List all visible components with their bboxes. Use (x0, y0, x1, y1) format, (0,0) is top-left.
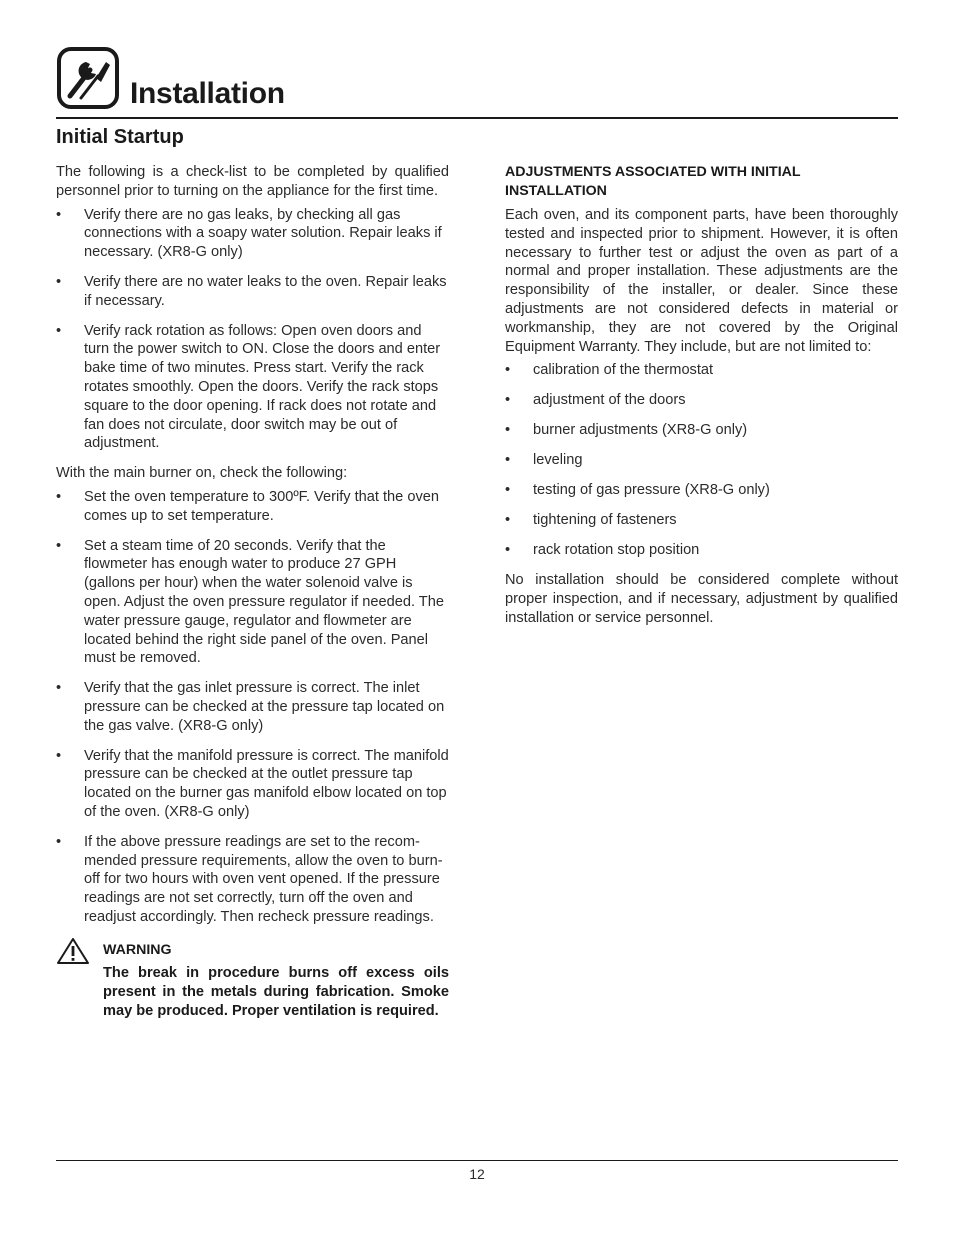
adjustments-heading: ADJUSTMENTS ASSOCIATED WITH INITIAL INSTALLATION (505, 164, 801, 199)
list-item: • tightening of fasteners (505, 511, 898, 530)
adjustments-intro: Each oven, and its component parts, have been thoroughly tested and inspected prior to shipment. However, it is often necessary to further test or adjust the oven as part of a normal and proper installation. These adjustments are the responsibility of the installer, or dealer. Since these adjustments are not considered defects in material or workmanship, they are not covered by the Original Equipment Warranty. They include, but are not limited to: (505, 207, 898, 355)
list-item: • testing of gas pressure (XR8-G only) (505, 481, 898, 500)
footer-divider (56, 1160, 898, 1161)
list-item: • Verify there are no gas leaks, by checking all gas connections with a soapy water solution. Repair leaks if necessary. (XR8-G only) (56, 206, 449, 262)
warning-block (56, 941, 449, 1021)
list-item: • burner adjustments (XR8-G only) (505, 421, 898, 440)
list-item: • adjustment of the doors (505, 391, 898, 410)
page-title: Installation (130, 77, 285, 110)
burner-checklist (56, 488, 449, 927)
right-column (505, 163, 898, 633)
left-column (56, 163, 449, 1021)
closing-paragraph: No installation should be considered complete without proper inspection, and if necessary, adjustment by qualified installation or service personnel. (505, 572, 898, 626)
adjustments-list (505, 361, 898, 560)
list-item: • Set a steam time of 20 seconds. Verify that the flowmeter has enough water to produce 27 GPH (gallons per hour) when the water solenoid valve is open. Adjust the oven pressure regulator if needed. The water pressure gauge, regulator and flowmeter are located behind the right side panel of the oven. Panel must be removed. (56, 537, 449, 669)
list-item: • rack rotation stop position (505, 541, 898, 560)
section-title: Initial Startup (56, 126, 184, 148)
list-item: • calibration of the thermostat (505, 361, 898, 380)
list-item: • leveling (505, 451, 898, 470)
list-item: • If the above pressure readings are set to the recommended pressure requirements, allow the oven to burn-off for two hours with oven vent opened. If the pressure readings are not set correctly, turn off the oven and readjust accordingly. Then recheck pressure readings. (56, 833, 449, 927)
list-item: • Verify there are no water leaks to the oven. Repair leaks if necessary. (56, 273, 449, 311)
intro-paragraph: The following is a check-list to be completed by qualified personnel prior to turning on the appliance for the first time. (56, 164, 449, 199)
list-item: • Verify that the gas inlet pressure is correct. The inlet pressure can be checked at the pressure tap located on the gas valve. (XR8-G only) (56, 679, 449, 735)
startup-checklist (56, 206, 449, 454)
list-item: • Set the oven temperature to 300ºF. Verify that the oven comes up to set temperature. (56, 488, 449, 526)
page-number: 12 (469, 1166, 485, 1182)
warning-text: The break in procedure burns off excess oils present in the metals during fabrication. Smoke may be produced. Proper ventilation is required. (103, 965, 449, 1020)
burner-intro: With the main burner on, check the following: (56, 465, 348, 482)
list-item: • Verify that the manifold pressure is correct. The manifold pressure can be checked at the outlet pressure tap located on the burner gas manifold elbow located on top of the oven. (XR8-G only) (56, 747, 449, 822)
warning-title: WARNING (103, 941, 172, 958)
warning-triangle-icon (56, 937, 90, 965)
tools-icon (56, 46, 120, 110)
list-item: • Verify rack rotation as follows: Open oven doors and turn the power switch to ON. Close the doors and enter bake time of two minutes. Press start. Verify the rack rotates smoothly. Open the doors. Verify the rack stops square to the door opening. If rack does not rotate and fan does not circulate, door switch may be out of adjustment. (56, 322, 449, 454)
header-divider (56, 117, 898, 119)
